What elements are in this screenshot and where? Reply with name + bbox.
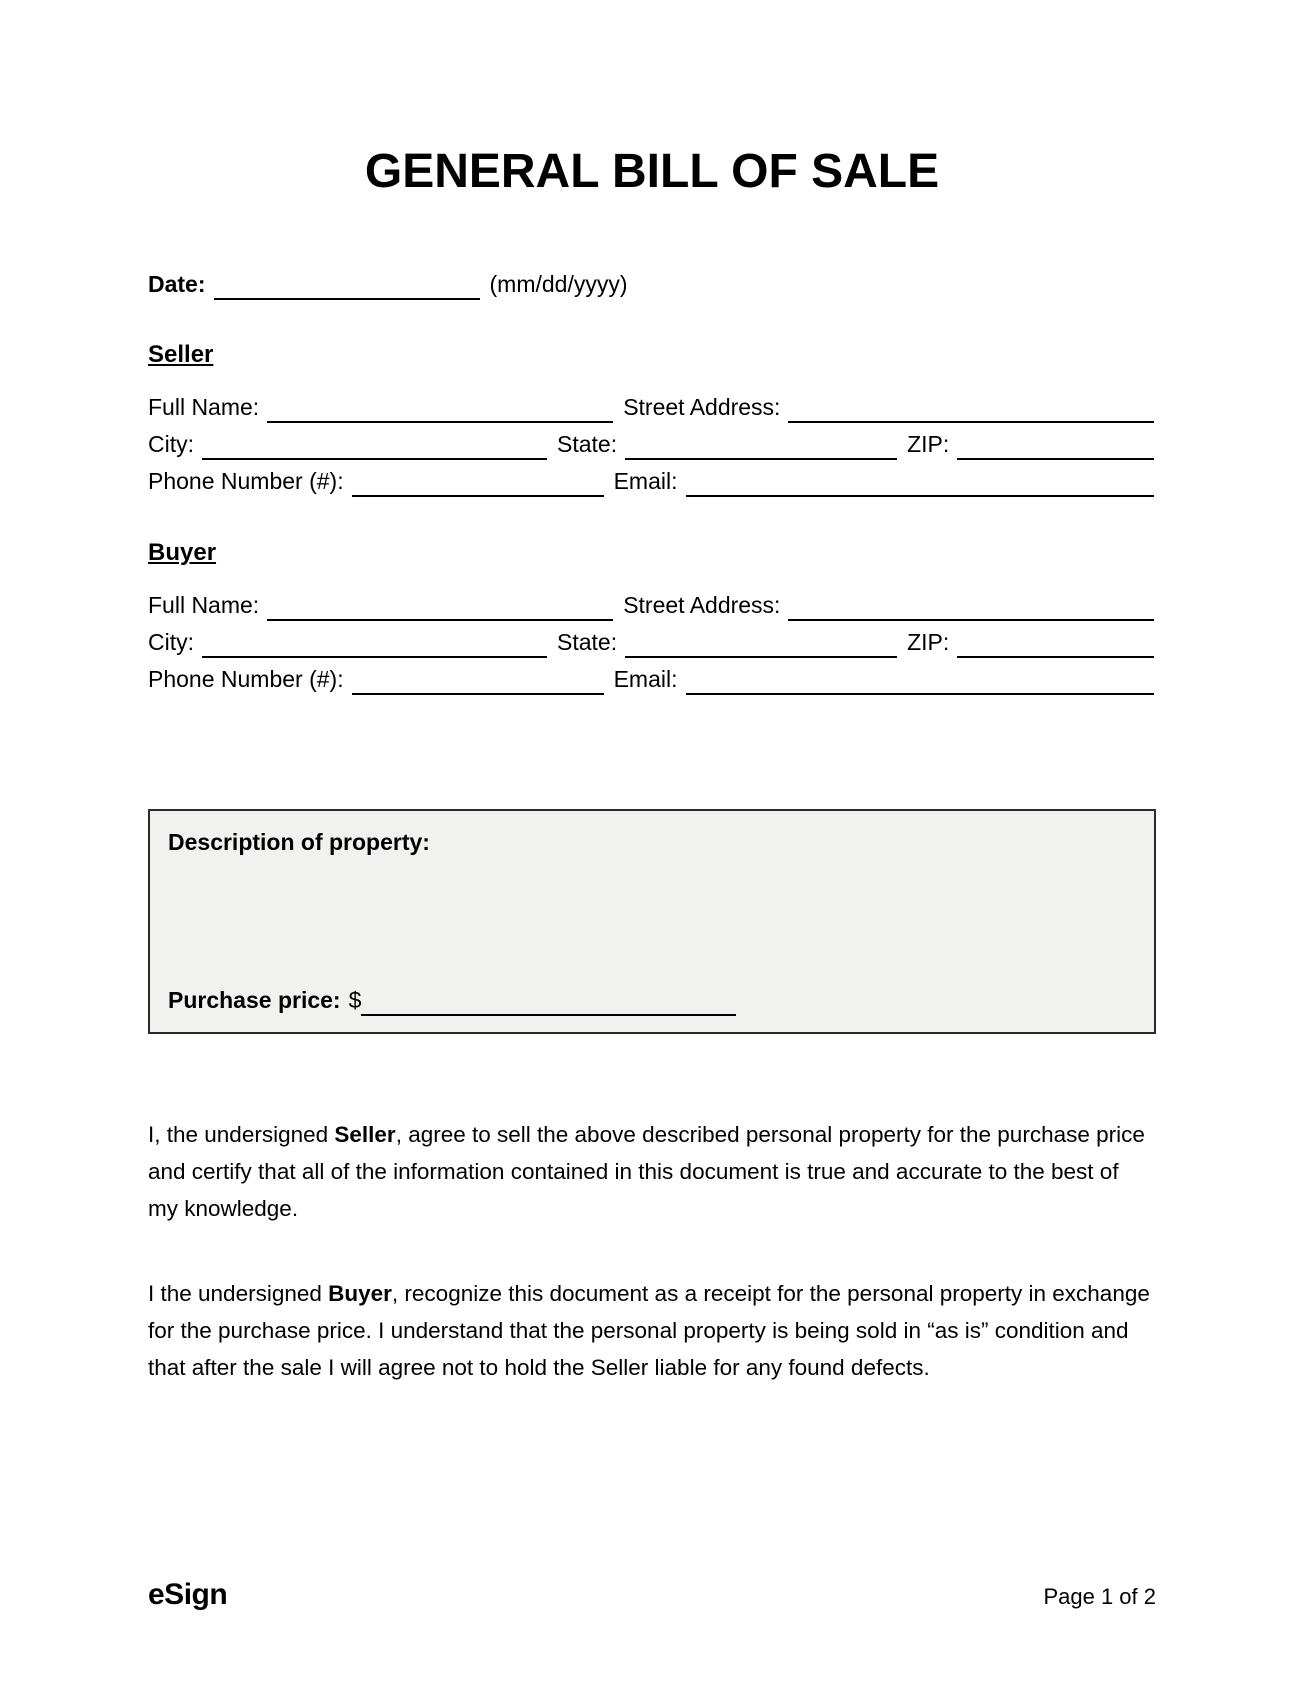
- page-title: GENERAL BILL OF SALE: [364, 145, 940, 198]
- esign-logo: eSign: [148, 1578, 228, 1611]
- seller-street-address-input[interactable]: [788, 391, 1154, 423]
- seller-section: [148, 340, 1156, 497]
- date-label: Date:: [148, 271, 206, 297]
- buyer-zip-input[interactable]: [957, 626, 1154, 658]
- buyer-agreement-text-before: I the undersigned: [148, 1281, 329, 1306]
- purchase-price-row: [168, 982, 1136, 1016]
- buyer-heading: Buyer: [148, 539, 217, 566]
- seller-city-label: City:: [148, 431, 194, 457]
- seller-email-label: Email:: [613, 468, 678, 494]
- buyer-full-name-input[interactable]: [267, 589, 613, 621]
- buyer-agreement-bold-term: Buyer: [328, 1281, 392, 1306]
- date-input[interactable]: [214, 268, 480, 300]
- seller-state-input[interactable]: [625, 428, 897, 460]
- buyer-city-input[interactable]: [202, 626, 547, 658]
- purchase-price-label: Purchase price:: [168, 987, 341, 1013]
- buyer-name-address-row: [148, 584, 1156, 621]
- seller-street-address-label: Street Address:: [623, 394, 781, 420]
- seller-email-input[interactable]: [686, 465, 1155, 497]
- seller-phone-label: Phone Number (#):: [148, 468, 344, 494]
- property-description-box: [148, 809, 1156, 1034]
- seller-agreement-text-after: , agree to sell the above described personal property for the purchase price and certify that all of the information contained in this document is true and accurate to the best of my knowledge.: [148, 1122, 1145, 1221]
- buyer-full-name-label: Full Name:: [148, 592, 260, 618]
- purchase-price-input[interactable]: [361, 984, 736, 1016]
- seller-fields: [148, 386, 1156, 497]
- buyer-email-label: Email:: [613, 666, 678, 692]
- seller-agreement-bold-term: Seller: [334, 1122, 396, 1147]
- buyer-phone-input[interactable]: [352, 663, 604, 695]
- page-number-indicator: Page 1 of 2: [1043, 1584, 1156, 1609]
- buyer-city-label: City:: [148, 629, 194, 655]
- seller-city-input[interactable]: [202, 428, 547, 460]
- seller-agreement-text-before: I, the undersigned: [148, 1122, 335, 1147]
- seller-phone-input[interactable]: [352, 465, 604, 497]
- buyer-street-address-input[interactable]: [788, 589, 1154, 621]
- seller-city-state-zip-row: [148, 423, 1156, 460]
- description-of-property-label: Description of property:: [168, 829, 430, 855]
- buyer-phone-label: Phone Number (#):: [148, 666, 344, 692]
- description-of-property-input[interactable]: [168, 857, 1136, 982]
- seller-name-address-row: [148, 386, 1156, 423]
- page-footer: [148, 1578, 1156, 1612]
- seller-heading: Seller: [148, 341, 214, 368]
- seller-state-label: State:: [557, 431, 618, 457]
- seller-full-name-label: Full Name:: [148, 394, 260, 420]
- buyer-zip-label: ZIP:: [907, 629, 950, 655]
- buyer-section: [148, 538, 1156, 695]
- buyer-state-label: State:: [557, 629, 618, 655]
- buyer-street-address-label: Street Address:: [623, 592, 781, 618]
- buyer-agreement-paragraph: [148, 1275, 1154, 1386]
- seller-agreement-paragraph: [148, 1116, 1154, 1227]
- seller-phone-email-row: [148, 460, 1156, 497]
- buyer-agreement-text-after: , recognize this document as a receipt for the personal property in exchange for the purchase price. I understand that the personal property is being sold in “as is” condition and that after the sale I will agree not to hold the Seller liable for any found defects.: [148, 1281, 1150, 1380]
- buyer-fields: [148, 584, 1156, 695]
- seller-zip-label: ZIP:: [907, 431, 950, 457]
- seller-full-name-input[interactable]: [267, 391, 613, 423]
- buyer-state-input[interactable]: [625, 626, 897, 658]
- dollar-sign: $: [348, 987, 362, 1013]
- buyer-phone-email-row: [148, 658, 1156, 695]
- buyer-email-input[interactable]: [686, 663, 1155, 695]
- date-row: [148, 266, 1156, 300]
- date-format-hint: (mm/dd/yyyy): [489, 271, 628, 297]
- buyer-city-state-zip-row: [148, 621, 1156, 658]
- seller-zip-input[interactable]: [957, 428, 1154, 460]
